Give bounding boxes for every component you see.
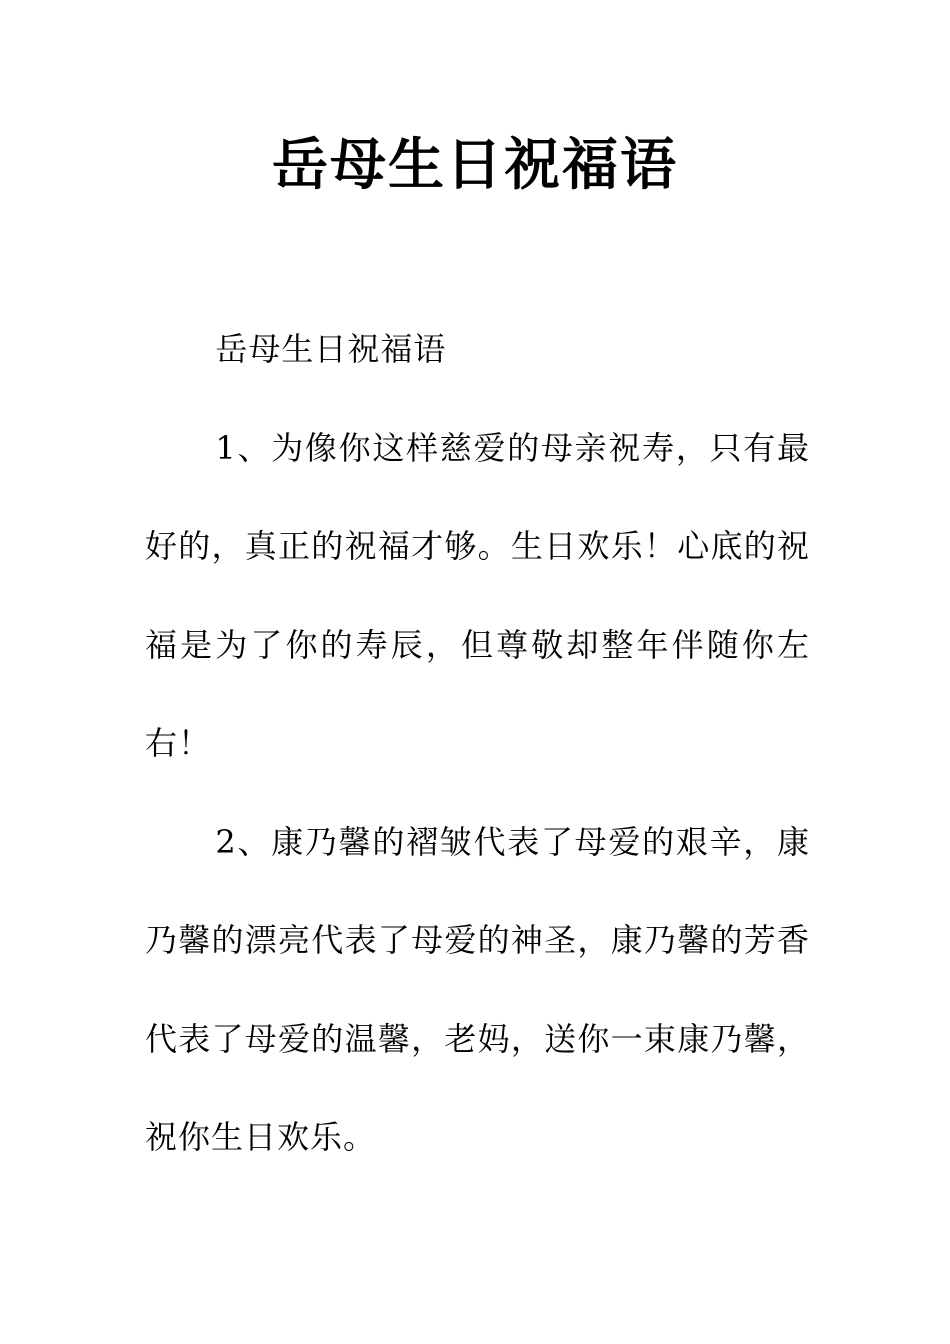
subtitle-paragraph: 岳母生日祝福语 bbox=[215, 330, 447, 368]
wish-paragraph-2: 2、康乃馨的褶皱代表了母爱的艰辛，康乃馨的漂亮代表了母爱的神圣，康乃馨的芳香代表了母爱的温馨，老妈，送你一束康乃馨，祝你生日欢乐。 bbox=[145, 822, 810, 1156]
wish-paragraph-1: 1、为像你这样慈爱的母亲祝寿，只有最好的，真正的祝福才够。生日欢乐！心底的祝福是为了你的寿辰，但尊敬却整年伴随你左右！ bbox=[145, 428, 810, 762]
document-body bbox=[145, 300, 810, 1187]
document-title: 岳母生日祝福语 bbox=[272, 133, 678, 198]
